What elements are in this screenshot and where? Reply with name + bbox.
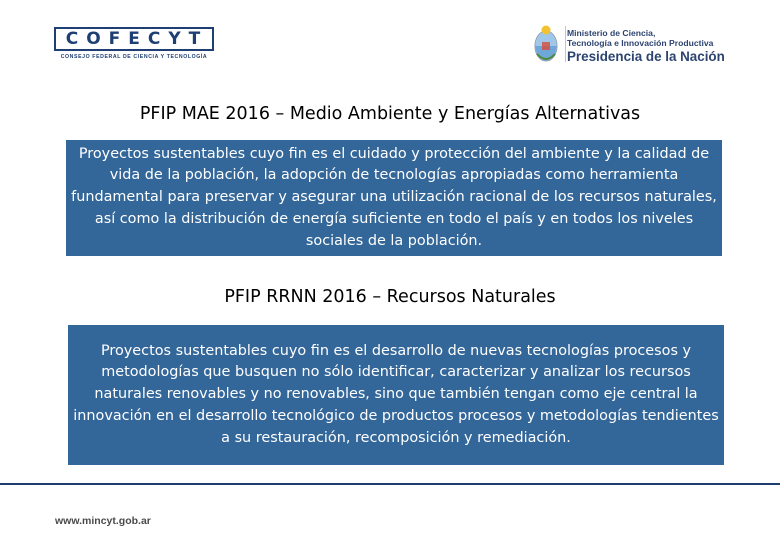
- cofecyt-logo: [54, 27, 214, 63]
- argentina-shield-icon: [533, 24, 559, 64]
- section-description-mae: Proyectos sustentables cuyo fin es el cuidado y protección del ambiente y la calidad de vida de la población, la adopción de tecnologías apropiadas como herramienta fundamental para preservar y asegurar una utilización racional de los recursos naturales, así como la distribución de energía suficiente en todo el país y en todos los niveles sociales de la población.: [71, 145, 717, 249]
- section-title-mae: PFIP MAE 2016 – Medio Ambiente y Energías Alternativas: [139, 104, 641, 124]
- section-title-rrnn: PFIP RRNN 2016 – Recursos Naturales: [224, 287, 556, 307]
- ministry-logo-line1: Ministerio de Ciencia,: [567, 28, 656, 38]
- ministry-logo-line2: Tecnología e Innovación Productiva: [567, 38, 714, 48]
- cofecyt-logo-box: [54, 27, 214, 51]
- ministry-logo-line3: Presidencia de la Nación: [567, 49, 725, 64]
- section-description-box-rrnn: [68, 325, 724, 465]
- cofecyt-logo-subtitle: CONSEJO FEDERAL DE CIENCIA Y TECNOLOGÍA: [60, 54, 208, 60]
- ministry-logo: [533, 22, 743, 68]
- cofecyt-logo-word: COFECYT: [65, 29, 209, 49]
- ministry-logo-divider: [565, 26, 566, 62]
- footer-divider: [0, 483, 780, 485]
- section-description-rrnn: Proyectos sustentables cuyo fin es el desarrollo de nuevas tecnologías procesos y metodologías que busquen no sólo identificar, caracterizar y analizar los recursos naturales renovables y no renovables, sino que también tengan como eje central la innovación en el desarrollo tecnológico de productos procesos y metodologías tendientes a su restauración, recomposición y remediación.: [73, 342, 719, 446]
- footer-url: www.mincyt.gob.ar: [55, 515, 151, 527]
- section-description-box-mae: [66, 140, 722, 256]
